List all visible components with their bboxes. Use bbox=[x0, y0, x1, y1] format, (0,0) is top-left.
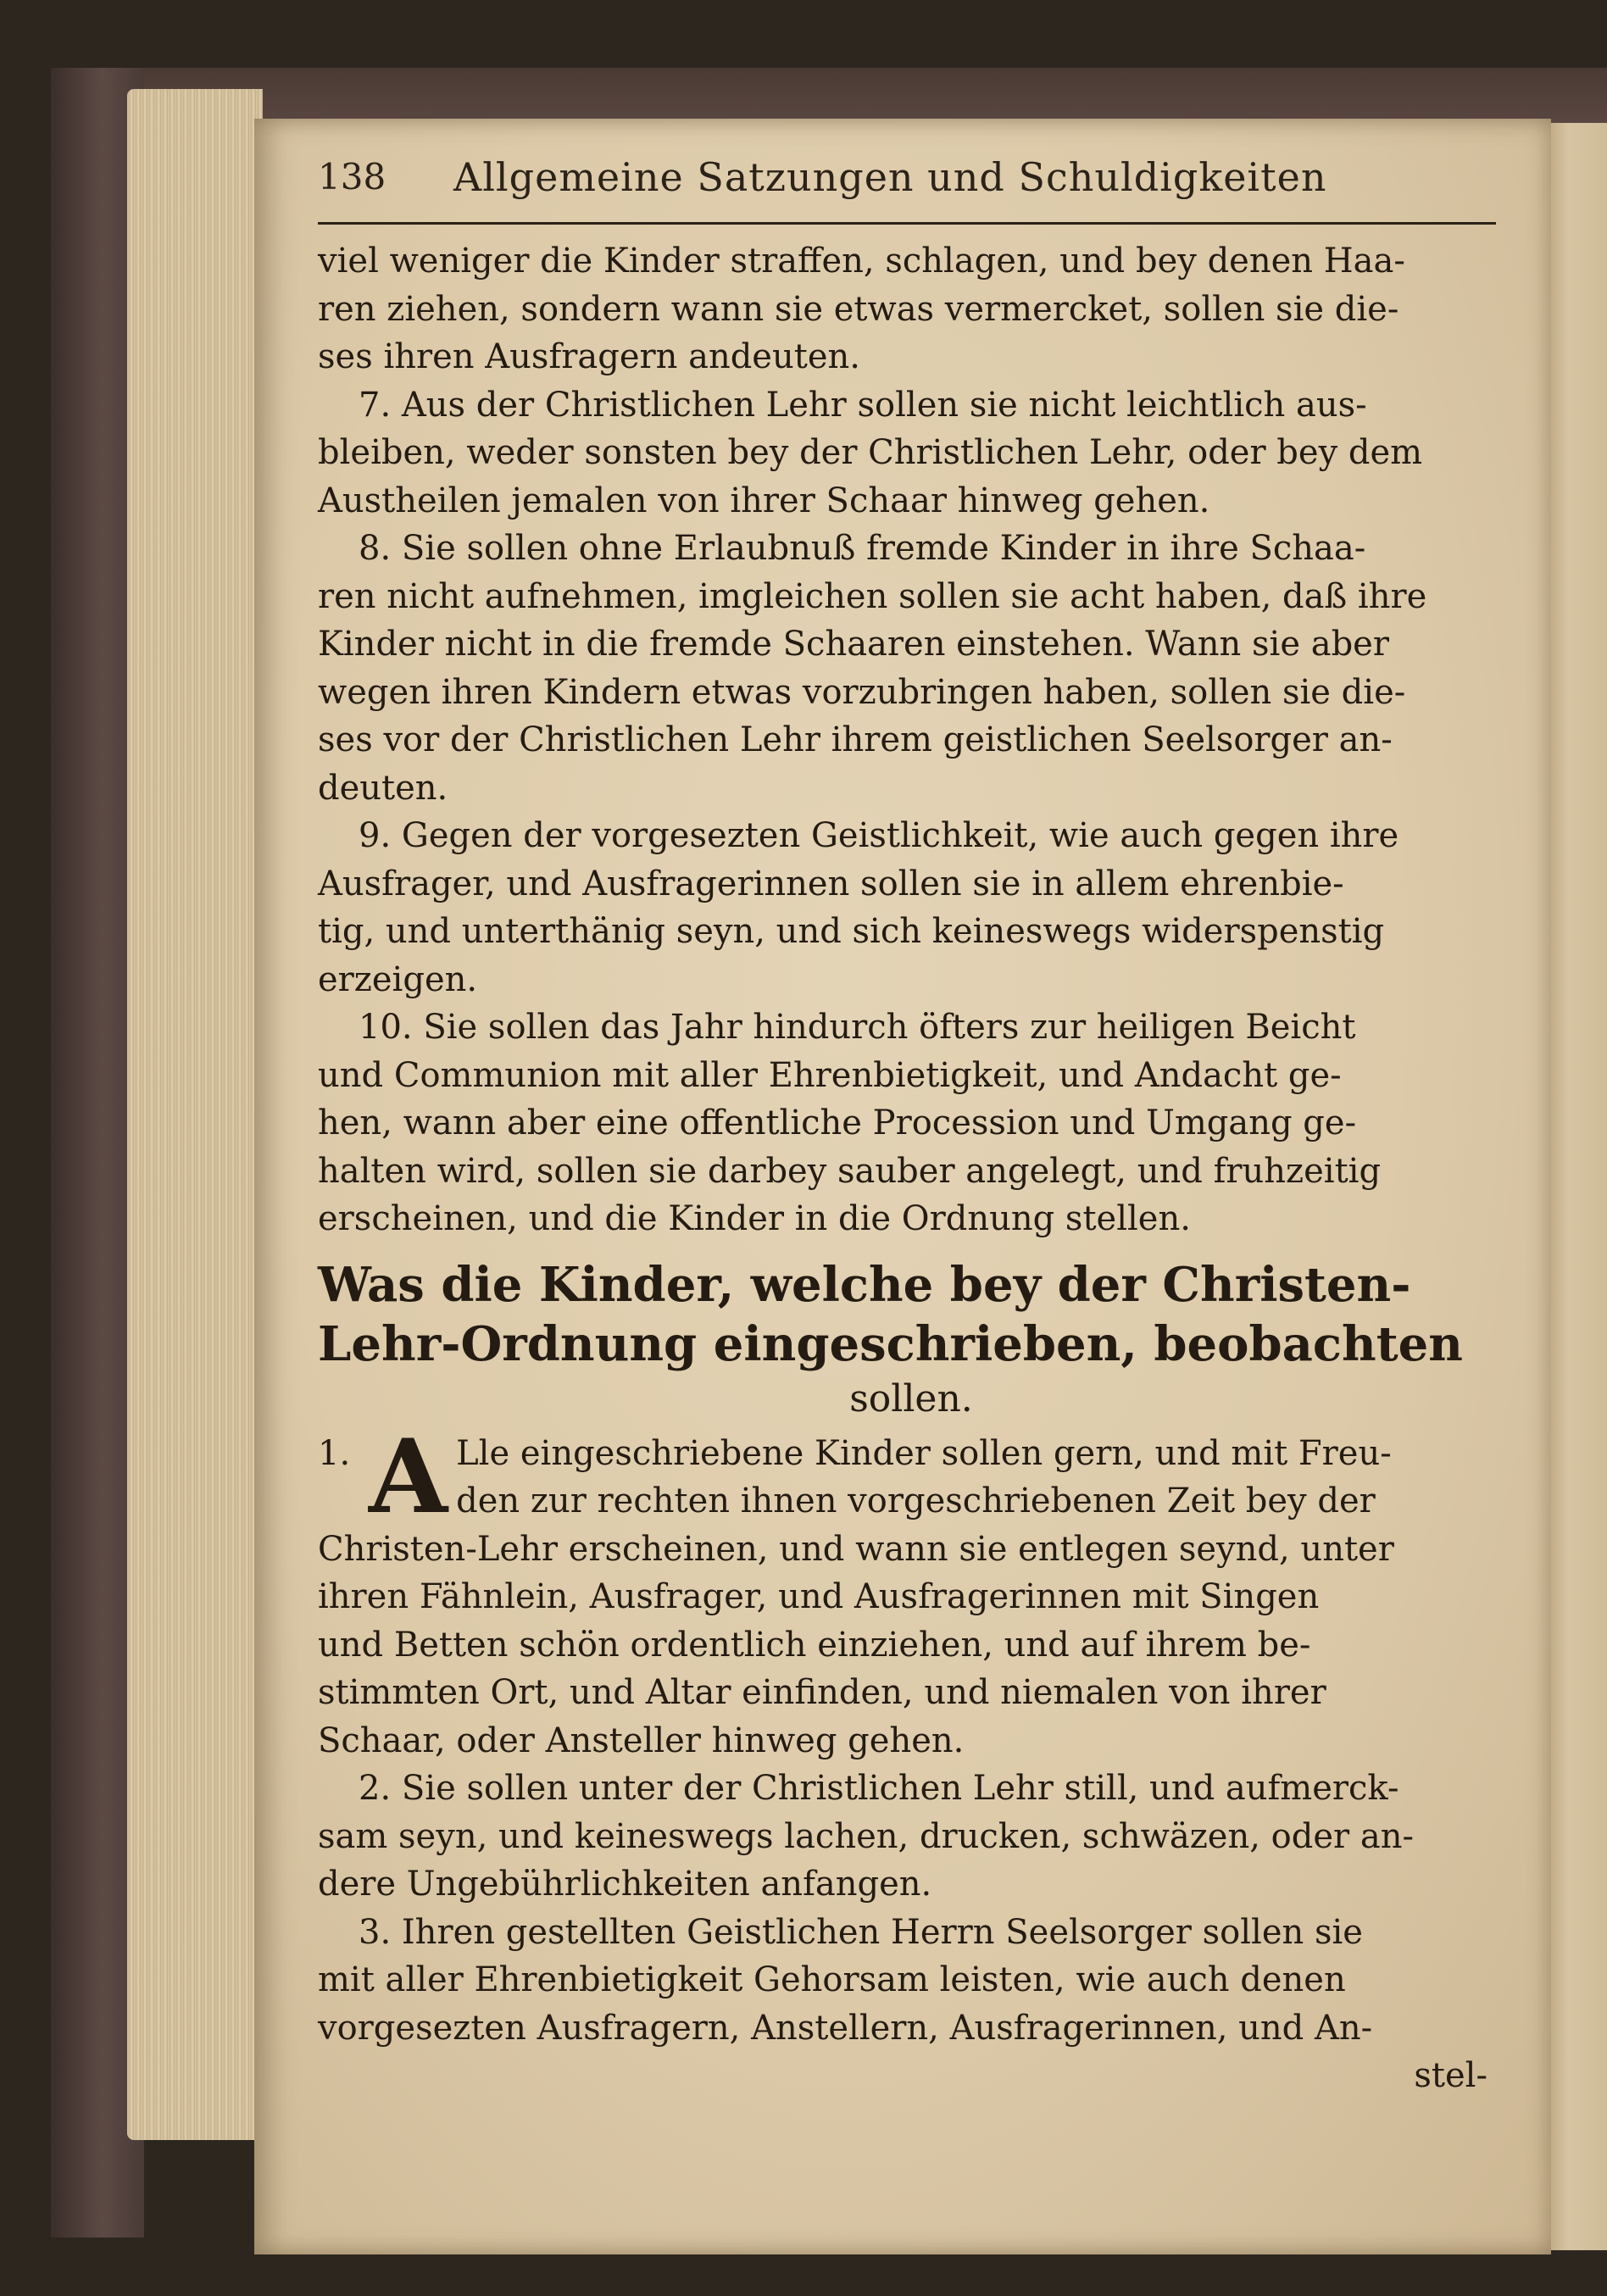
text-line: stimmten Ort, und Altar einfinden, und niemalen von ihrer bbox=[318, 1673, 1326, 1712]
text-line: mit aller Ehrenbietigkeit Gehorsam leisten, wie auch denen bbox=[318, 1960, 1346, 1999]
running-head bbox=[318, 149, 1496, 225]
text-line: und Betten schön ordentlich einziehen, und auf ihrem be- bbox=[318, 1625, 1311, 1665]
drop-cap-initial: A bbox=[369, 1429, 448, 1526]
text-line: viel weniger die Kinder straffen, schlagen, und bey denen Haa- bbox=[318, 242, 1405, 281]
text-line: deuten. bbox=[318, 768, 448, 808]
text-line: ses ihren Ausfragern andeuten. bbox=[318, 337, 860, 376]
text-line: 10. Sie sollen das Jahr hindurch öfters zur heiligen Beicht bbox=[359, 1008, 1356, 1047]
text-line: Ausfrager, und Ausfragerinnen sollen sie in allem ehrenbie- bbox=[318, 864, 1344, 903]
section-heading-line-1: Was die Kinder, welche bey der Christen- bbox=[318, 1256, 1411, 1313]
page-edges bbox=[127, 89, 263, 2140]
text-line: 8. Sie sollen ohne Erlaubnuß fremde Kinder in ihre Schaa- bbox=[359, 529, 1366, 568]
text-line: erscheinen, und die Kinder in die Ordnung stellen. bbox=[318, 1199, 1191, 1238]
text-line: Austheilen jemalen von ihrer Schaar hinweg gehen. bbox=[318, 481, 1210, 520]
text-line: Kinder nicht in die fremde Schaaren einstehen. Wann sie aber bbox=[318, 625, 1389, 664]
text-line: hen, wann aber eine offentliche Procession und Umgang ge- bbox=[318, 1104, 1357, 1142]
catchword: stel- bbox=[1414, 2056, 1487, 2095]
text-line: ses vor der Christlichen Lehr ihrem geistlichen Seelsorger an- bbox=[318, 720, 1393, 759]
section-heading bbox=[318, 1255, 1504, 1425]
rule-1-opening bbox=[318, 1430, 1504, 1526]
body-paragraphs bbox=[318, 237, 1504, 1243]
text-line: erzeigen. bbox=[318, 959, 478, 999]
rule-1-line-1: Lle eingeschriebene Kinder sollen gern, und mit Freu- bbox=[456, 1433, 1392, 1473]
page-number: 138 bbox=[318, 156, 386, 197]
text-line: dere Ungebührlichkeiten anfangen. bbox=[318, 1865, 932, 1904]
rules-continued bbox=[318, 1526, 1504, 2053]
text-line: Schaar, oder Ansteller hinweg gehen. bbox=[318, 1721, 965, 1760]
text-line: Christen-Lehr erscheinen, und wann sie entlegen seynd, unter bbox=[318, 1529, 1394, 1569]
text-line: halten wird, sollen sie darbey sauber angelegt, und fruhzeitig bbox=[318, 1151, 1382, 1191]
rule-1-line-2: den zur rechten ihnen vorgeschriebenen Zeit bey der bbox=[456, 1482, 1376, 1520]
section-heading-line-2: Lehr-Ordnung eingeschrieben, beobachten bbox=[318, 1315, 1463, 1372]
page-body bbox=[318, 237, 1504, 2100]
text-line: 3. Ihren gestellten Geistlichen Herrn Seelsorger sollen sie bbox=[359, 1912, 1363, 1952]
text-line: wegen ihren Kindern etwas vorzubringen haben, sollen sie die- bbox=[318, 672, 1406, 712]
text-line: 2. Sie sollen unter der Christlichen Lehr still, und aufmerck- bbox=[359, 1769, 1399, 1808]
text-line: tig, und unterthänig seyn, und sich keineswegs widerspenstig bbox=[318, 912, 1385, 951]
text-line: ihren Fähnlein, Ausfrager, und Ausfragerinnen mit Singen bbox=[318, 1577, 1320, 1616]
book-page bbox=[254, 119, 1551, 2254]
section-heading-line-3: sollen. bbox=[849, 1376, 973, 1420]
text-line: ren nicht aufnehmen, imgleichen sollen sie acht haben, daß ihre bbox=[318, 576, 1427, 616]
facing-page-edge bbox=[1543, 123, 1607, 2250]
text-line: bleiben, weder sonsten bey der Christlichen Lehr, oder bey dem bbox=[318, 433, 1423, 472]
text-line: 7. Aus der Christlichen Lehr sollen sie nicht leichtlich aus- bbox=[359, 385, 1367, 425]
text-line: ren ziehen, sondern wann sie etwas vermercket, sollen sie die- bbox=[318, 289, 1399, 329]
rule-1-number: 1. bbox=[318, 1433, 351, 1473]
text-line: 9. Gegen der vorgesezten Geistlichkeit, wie auch gegen ihre bbox=[359, 816, 1399, 855]
text-line: und Communion mit aller Ehrenbietigkeit, und Andacht ge- bbox=[318, 1055, 1342, 1095]
running-head-title: Allgemeine Satzungen und Schuldigkeiten bbox=[453, 154, 1327, 200]
text-line: vorgesezten Ausfragern, Anstellern, Ausfragerinnen, und An- bbox=[318, 2008, 1373, 2048]
text-line: sam seyn, und keineswegs lachen, drucken, schwäzen, oder an- bbox=[318, 1816, 1414, 1856]
